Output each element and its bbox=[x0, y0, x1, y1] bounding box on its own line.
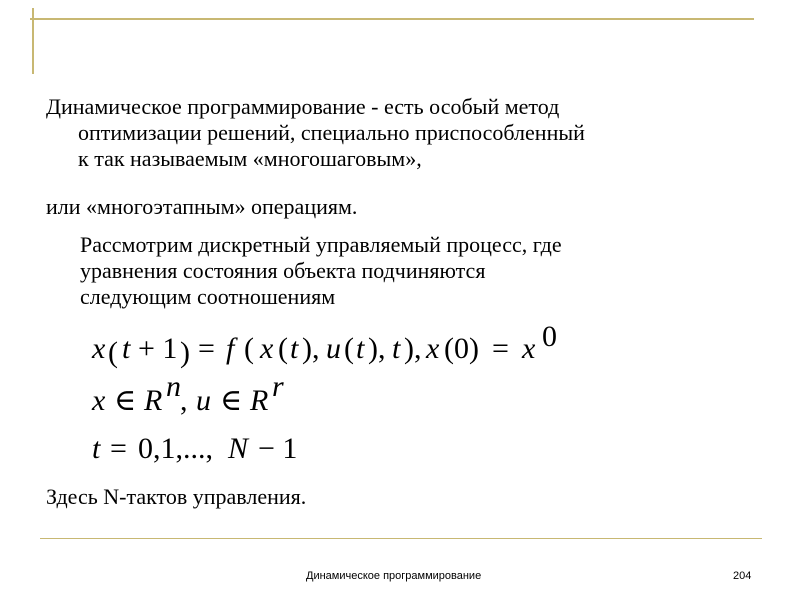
paragraph-operations: или «многоэтапным» операциям. bbox=[46, 194, 358, 219]
footer-title: Динамическое программирование bbox=[306, 570, 482, 582]
process-line-1: Рассмотрим дискретный управляемый процесс, где bbox=[80, 232, 562, 257]
svg-text:),: ), bbox=[302, 332, 320, 365]
svg-text:x: x bbox=[522, 332, 536, 365]
bottom-decor-line bbox=[40, 538, 762, 539]
svg-text:0: 0 bbox=[542, 320, 557, 353]
svg-text:(: ( bbox=[244, 332, 254, 365]
svg-text:): ) bbox=[180, 336, 190, 369]
paragraph-process bbox=[80, 232, 740, 310]
svg-text:t: t bbox=[356, 332, 365, 365]
svg-text:(: ( bbox=[108, 336, 118, 369]
svg-text:x: x bbox=[92, 384, 106, 417]
svg-text:∈: ∈ bbox=[220, 384, 243, 417]
svg-text:x: x bbox=[260, 332, 274, 365]
svg-text:x: x bbox=[92, 332, 106, 365]
paragraph-steps: Здесь N-тактов управления. bbox=[46, 484, 307, 509]
definition-line-2: оптимизации решений, специально приспособленный bbox=[78, 120, 585, 145]
svg-text:),: ), bbox=[368, 332, 386, 365]
paragraph-definition bbox=[46, 94, 766, 172]
definition-line-1: Динамическое программирование - есть особый метод bbox=[46, 94, 560, 119]
svg-text:x: x bbox=[426, 332, 440, 365]
svg-text:=: = bbox=[492, 332, 509, 365]
svg-text:r: r bbox=[272, 370, 284, 403]
formula-block bbox=[80, 320, 640, 470]
svg-text:+ 1: + 1 bbox=[138, 332, 178, 365]
space-membership-formula bbox=[91, 370, 284, 417]
process-line-3: следующим соотношениям bbox=[80, 284, 336, 309]
svg-text:),: ), bbox=[404, 332, 422, 365]
svg-text:− 1: − 1 bbox=[258, 432, 298, 465]
svg-text:t: t bbox=[92, 432, 101, 465]
svg-text:,: , bbox=[180, 384, 188, 417]
svg-text:=: = bbox=[198, 332, 215, 365]
svg-text:f: f bbox=[226, 332, 235, 365]
definition-line-3: к так называемым «многошаговым», bbox=[78, 146, 422, 171]
left-decor-line bbox=[32, 8, 34, 74]
svg-text:(: ( bbox=[278, 332, 288, 365]
svg-text:u: u bbox=[196, 384, 211, 417]
svg-text:∈: ∈ bbox=[114, 384, 137, 417]
svg-text:t: t bbox=[290, 332, 299, 365]
svg-text:(0): (0) bbox=[444, 332, 479, 365]
svg-text:(: ( bbox=[344, 332, 354, 365]
svg-text:0,1,...,: 0,1,..., bbox=[138, 432, 213, 465]
svg-text:u: u bbox=[326, 332, 341, 365]
svg-text:=: = bbox=[110, 432, 127, 465]
state-equation-formula bbox=[91, 320, 557, 369]
time-range-formula bbox=[92, 432, 297, 465]
process-line-2: уравнения состояния объекта подчиняются bbox=[80, 258, 486, 283]
svg-text:n: n bbox=[166, 370, 181, 403]
top-decor-line bbox=[30, 18, 754, 20]
svg-text:R: R bbox=[250, 384, 269, 417]
page-number: 204 bbox=[733, 570, 752, 582]
svg-text:R: R bbox=[144, 384, 163, 417]
svg-text:t: t bbox=[392, 332, 401, 365]
svg-text:t: t bbox=[122, 332, 131, 365]
svg-text:N: N bbox=[228, 432, 249, 465]
